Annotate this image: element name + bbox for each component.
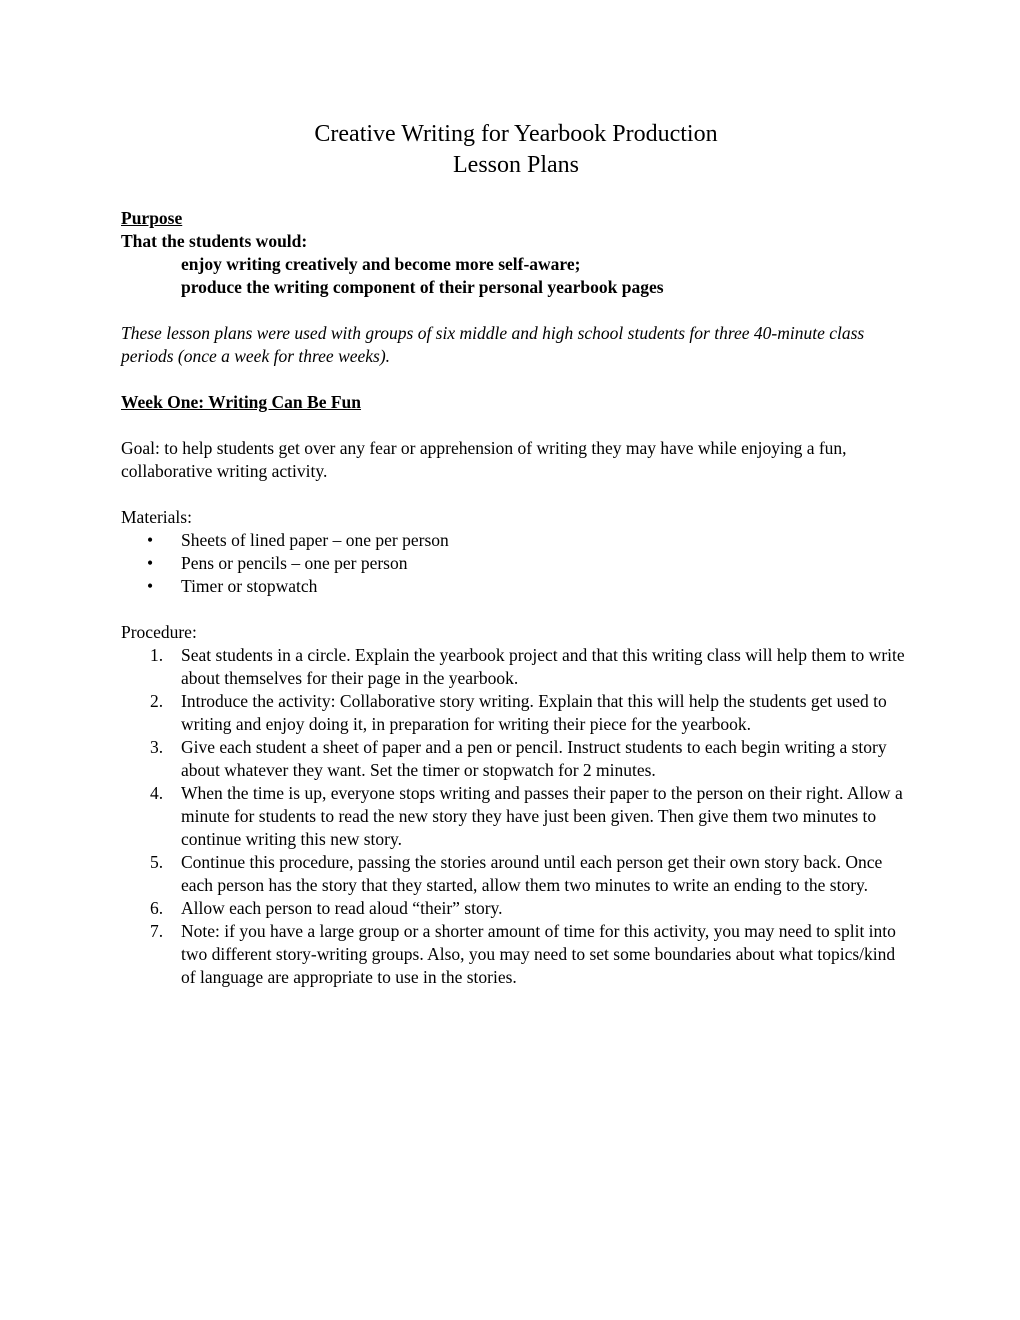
list-item	[121, 575, 911, 598]
procedure-list	[121, 644, 911, 989]
purpose-item: produce the writing component of their personal yearbook pages	[181, 277, 664, 297]
step-text: Note: if you have a large group or a shorter amount of time for this activity, you may need to split into two different story-writing groups. Also, you may need to set some boundaries about what topics/kind of language are appropriate to use in the stories.	[181, 921, 896, 987]
step-number: 3.	[150, 737, 164, 757]
list-item	[121, 529, 911, 552]
step-text: Introduce the activity: Collaborative story writing. Explain that this will help the students get used to writing and enjoy doing it, in preparation for writing their piece for the yearbook.	[181, 691, 887, 734]
list-item	[121, 920, 911, 989]
materials-list	[121, 529, 911, 598]
purpose-section	[121, 207, 911, 299]
title-block	[121, 119, 911, 181]
goal-paragraph: Goal: to help students get over any fear or apprehension of writing they may have while enjoying a fun, collaborative writing activity.	[121, 438, 847, 481]
step-number: 4.	[150, 783, 164, 803]
material-text: Timer or stopwatch	[181, 576, 318, 596]
procedure-section	[121, 621, 911, 989]
procedure-label: Procedure:	[121, 622, 197, 642]
step-number: 1.	[150, 645, 164, 665]
usage-note: These lesson plans were used with groups of six middle and high school students for three 40-minute class periods (once a week for three weeks).	[121, 323, 865, 366]
list-item	[121, 736, 911, 782]
step-text: When the time is up, everyone stops writing and passes their paper to the person on their right. Allow a minute for students to read the new story they have just been given. Then give them two minutes to continue writing this new story.	[181, 783, 903, 849]
list-item	[121, 851, 911, 897]
step-text: Give each student a sheet of paper and a pen or pencil. Instruct students to each begin writing a story about whatever they want. Set the timer or stopwatch for 2 minutes.	[181, 737, 887, 780]
list-item	[121, 782, 911, 851]
bullet-icon: •	[147, 576, 154, 596]
bullet-icon: •	[147, 530, 154, 550]
list-item	[121, 690, 911, 736]
list-item	[121, 552, 911, 575]
step-number: 5.	[150, 852, 164, 872]
step-text: Continue this procedure, passing the stories around until each person get their own story back. Once each person has the story that they started, allow them two minutes to write an ending to the story.	[181, 852, 883, 895]
material-text: Sheets of lined paper – one per person	[181, 530, 449, 550]
document-page	[121, 119, 911, 989]
step-text: Seat students in a circle. Explain the yearbook project and that this writing class will help them to write about themselves for their page in the yearbook.	[181, 645, 905, 688]
step-text: Allow each person to read aloud “their” story.	[181, 898, 503, 918]
purpose-item: enjoy writing creatively and become more self-aware;	[181, 254, 581, 274]
materials-section	[121, 506, 911, 598]
step-number: 6.	[150, 898, 164, 918]
purpose-intro: That the students would:	[121, 231, 308, 251]
materials-label: Materials:	[121, 507, 192, 527]
purpose-heading: Purpose	[121, 208, 183, 228]
bullet-icon: •	[147, 553, 154, 573]
material-text: Pens or pencils – one per person	[181, 553, 408, 573]
document-subtitle: Lesson Plans	[453, 152, 579, 178]
step-number: 7.	[150, 921, 164, 941]
step-number: 2.	[150, 691, 164, 711]
list-item	[121, 897, 911, 920]
week-one-heading: Week One: Writing Can Be Fun	[121, 392, 362, 412]
document-title: Creative Writing for Yearbook Production	[314, 121, 718, 147]
list-item	[121, 644, 911, 690]
